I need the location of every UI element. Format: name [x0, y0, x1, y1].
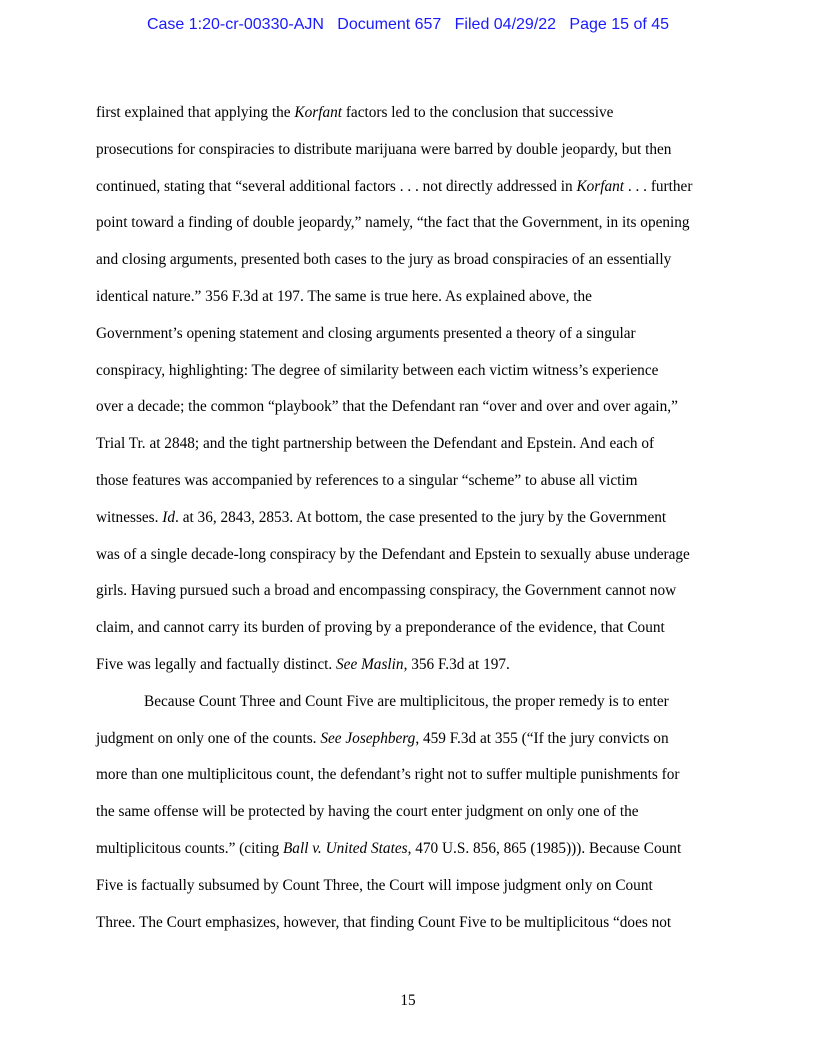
text-segment: prosecutions for conspiracies to distribute marijuana were barred by double jeopardy, but then — [96, 140, 672, 158]
text-line — [96, 831, 736, 868]
ecf-header: Case 1:20-cr-00330-AJN Document 657 Filed 04/29/22 Page 15 of 45 — [146, 16, 670, 33]
text-segment: , 470 U.S. 856, 865 (1985))). Because Count — [407, 839, 682, 857]
text-line — [96, 905, 736, 942]
text-line — [96, 316, 736, 353]
text-segment: witnesses. — [96, 508, 163, 526]
text-segment: first explained that applying the — [96, 104, 295, 121]
citation-italic: Korfant — [576, 177, 625, 195]
text-line — [96, 868, 736, 905]
text-segment: Government’s opening statement and closing arguments presented a theory of a singular — [96, 324, 636, 342]
text-segment: Because Count Three and Count Five are multiplicitous, the proper remedy is to enter — [144, 692, 669, 710]
text-segment: claim, and cannot carry its burden of proving by a preponderance of the evidence, that Count — [96, 619, 665, 637]
text-segment: judgment on only one of the counts. — [96, 729, 321, 747]
text-segment: girls. Having pursued such a broad and encompassing conspiracy, the Government cannot now — [96, 582, 677, 600]
text-segment: those features was accompanied by references to a singular “scheme” to abuse all victim — [96, 471, 638, 489]
text-line — [96, 647, 736, 684]
text-line — [96, 132, 736, 169]
text-segment: Five is factually subsumed by Count Three, the Court will impose judgment only on Count — [96, 876, 653, 894]
text-segment: Trial Tr. at 2848; and the tight partnership between the Defendant and Epstein. And each of — [96, 435, 655, 453]
text-segment: multiplicitous counts.” (citing — [96, 839, 283, 857]
text-line — [96, 389, 736, 426]
text-segment: the same offense will be protected by having the court enter judgment on only one of the — [96, 803, 639, 821]
text-line — [96, 757, 736, 794]
text-line — [96, 463, 736, 500]
text-segment: and closing arguments, presented both cases to the jury as broad conspiracies of an essentially — [96, 251, 672, 269]
text-line — [96, 794, 736, 831]
text-segment: Five was legally and factually distinct. — [96, 655, 337, 673]
citation-italic: Korfant — [294, 104, 342, 121]
text-line — [96, 721, 736, 758]
text-segment: . . . further — [624, 177, 693, 195]
text-line — [96, 169, 736, 206]
text-line — [96, 242, 736, 279]
text-line — [96, 279, 736, 316]
text-segment: Three. The Court emphasizes, however, that finding Count Five to be multiplicitous “does not — [96, 913, 672, 931]
text-line — [96, 95, 736, 132]
text-line — [96, 353, 736, 390]
page-number: 15 — [400, 992, 416, 1009]
citation-italic: Ball v. United States — [282, 839, 408, 857]
text-segment: , 356 F.3d at 197. — [403, 655, 510, 673]
text-segment: more than one multiplicitous count, the defendant’s right not to suffer multiple punishments for — [96, 766, 680, 784]
text-segment: , 459 F.3d at 355 (“If the jury convicts on — [415, 729, 669, 747]
text-segment: factors led to the conclusion that successive — [342, 104, 614, 121]
citation-italic: See Maslin — [336, 655, 404, 673]
citation-italic: See Josephberg — [320, 729, 416, 747]
text-segment: was of a single decade-long conspiracy by the Defendant and Epstein to sexually abuse underage — [96, 545, 690, 563]
body-text — [96, 95, 736, 941]
text-segment: conspiracy, highlighting: The degree of similarity between each victim witness’s experience — [96, 361, 659, 379]
text-line — [96, 205, 736, 242]
text-line — [96, 537, 736, 574]
text-line — [96, 500, 736, 537]
text-segment: over a decade; the common “playbook” that the Defendant ran “over and over and over again,” — [96, 398, 678, 416]
text-line — [96, 610, 736, 647]
text-segment: continued, stating that “several additional factors . . . not directly addressed in — [96, 177, 577, 195]
text-segment: . at 36, 2843, 2853. At bottom, the case presented to the jury by the Government — [175, 508, 667, 526]
paragraph-start-line — [96, 684, 736, 721]
text-segment: point toward a finding of double jeopardy,” namely, “the fact that the Government, in its opening — [96, 214, 690, 232]
text-line — [96, 426, 736, 463]
citation-italic: Id — [162, 508, 176, 526]
text-line — [96, 573, 736, 610]
text-segment: identical nature.” 356 F.3d at 197. The same is true here. As explained above, the — [96, 287, 592, 305]
